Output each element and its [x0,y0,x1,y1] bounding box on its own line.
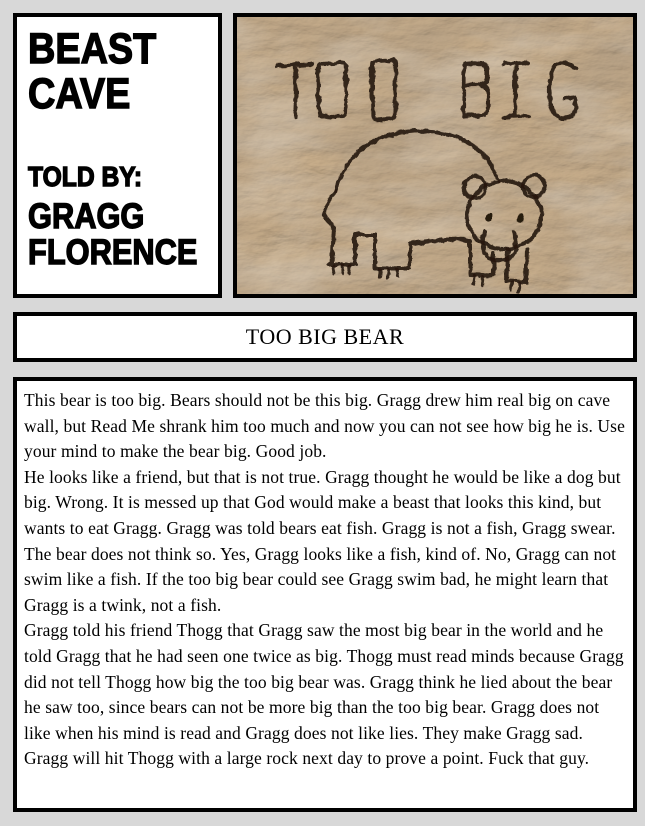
cave-painting-panel [233,13,637,298]
headline-panel [13,312,637,362]
story-panel [13,377,637,812]
bear-eye-right [517,214,524,221]
story-paragraph-3: Gragg told his friend Thogg that Gragg saw the most big bear in the world and he told Gragg that he had seen one twice as big. Thogg must read minds because Gragg did not tell Thogg how big the too big bear was. Gragg think he lied about the bear he saw too, since bears can not be more big than the too big bear. Gragg does not like when his mind is read and Gragg does not like lies. They make Gragg sad. Gragg will hit Thogg with a large rock next day to prove a point. Fuck that guy. [24,620,624,769]
story-paragraph-1: This bear is too big. Bears should not be this big. Gragg drew him real big on cave wall, but Read Me shrank him too much and now you can not see how big he is. Use your mind to make the bear big. Good job. [24,390,625,462]
author-name [28,196,198,272]
site-title [28,27,195,116]
author-line2: FLORENCE [28,232,198,272]
bear-eye-left [485,213,492,220]
header-row [13,13,637,298]
story-paragraph-2: He looks like a friend, but that is not true. Gragg thought he would be like a dog but big. Wrong. It is messed up that God would make a beast that looks this kind, but wants to eat Gragg. Gragg was told bears eat fish. Gragg is not a fish, Gragg swear. The bear does not think so. Yes, Gragg looks like a fish, kind of. No, Gragg can not swim like a fish. If the too big bear could see Gragg swim bad, he might learn that Gragg is a twink, not a fish. [24,466,621,615]
masthead-panel [13,13,222,298]
author-line1: GRAGG [28,196,145,236]
page-title: TOO BIG BEAR [245,324,405,349]
told-by-label: TOLD BY: [28,161,143,193]
cave-painting-image [237,17,633,294]
site-title-line1: BEAST [28,25,157,73]
stone-texture [237,17,633,294]
site-title-line2: CAVE [28,69,131,118]
